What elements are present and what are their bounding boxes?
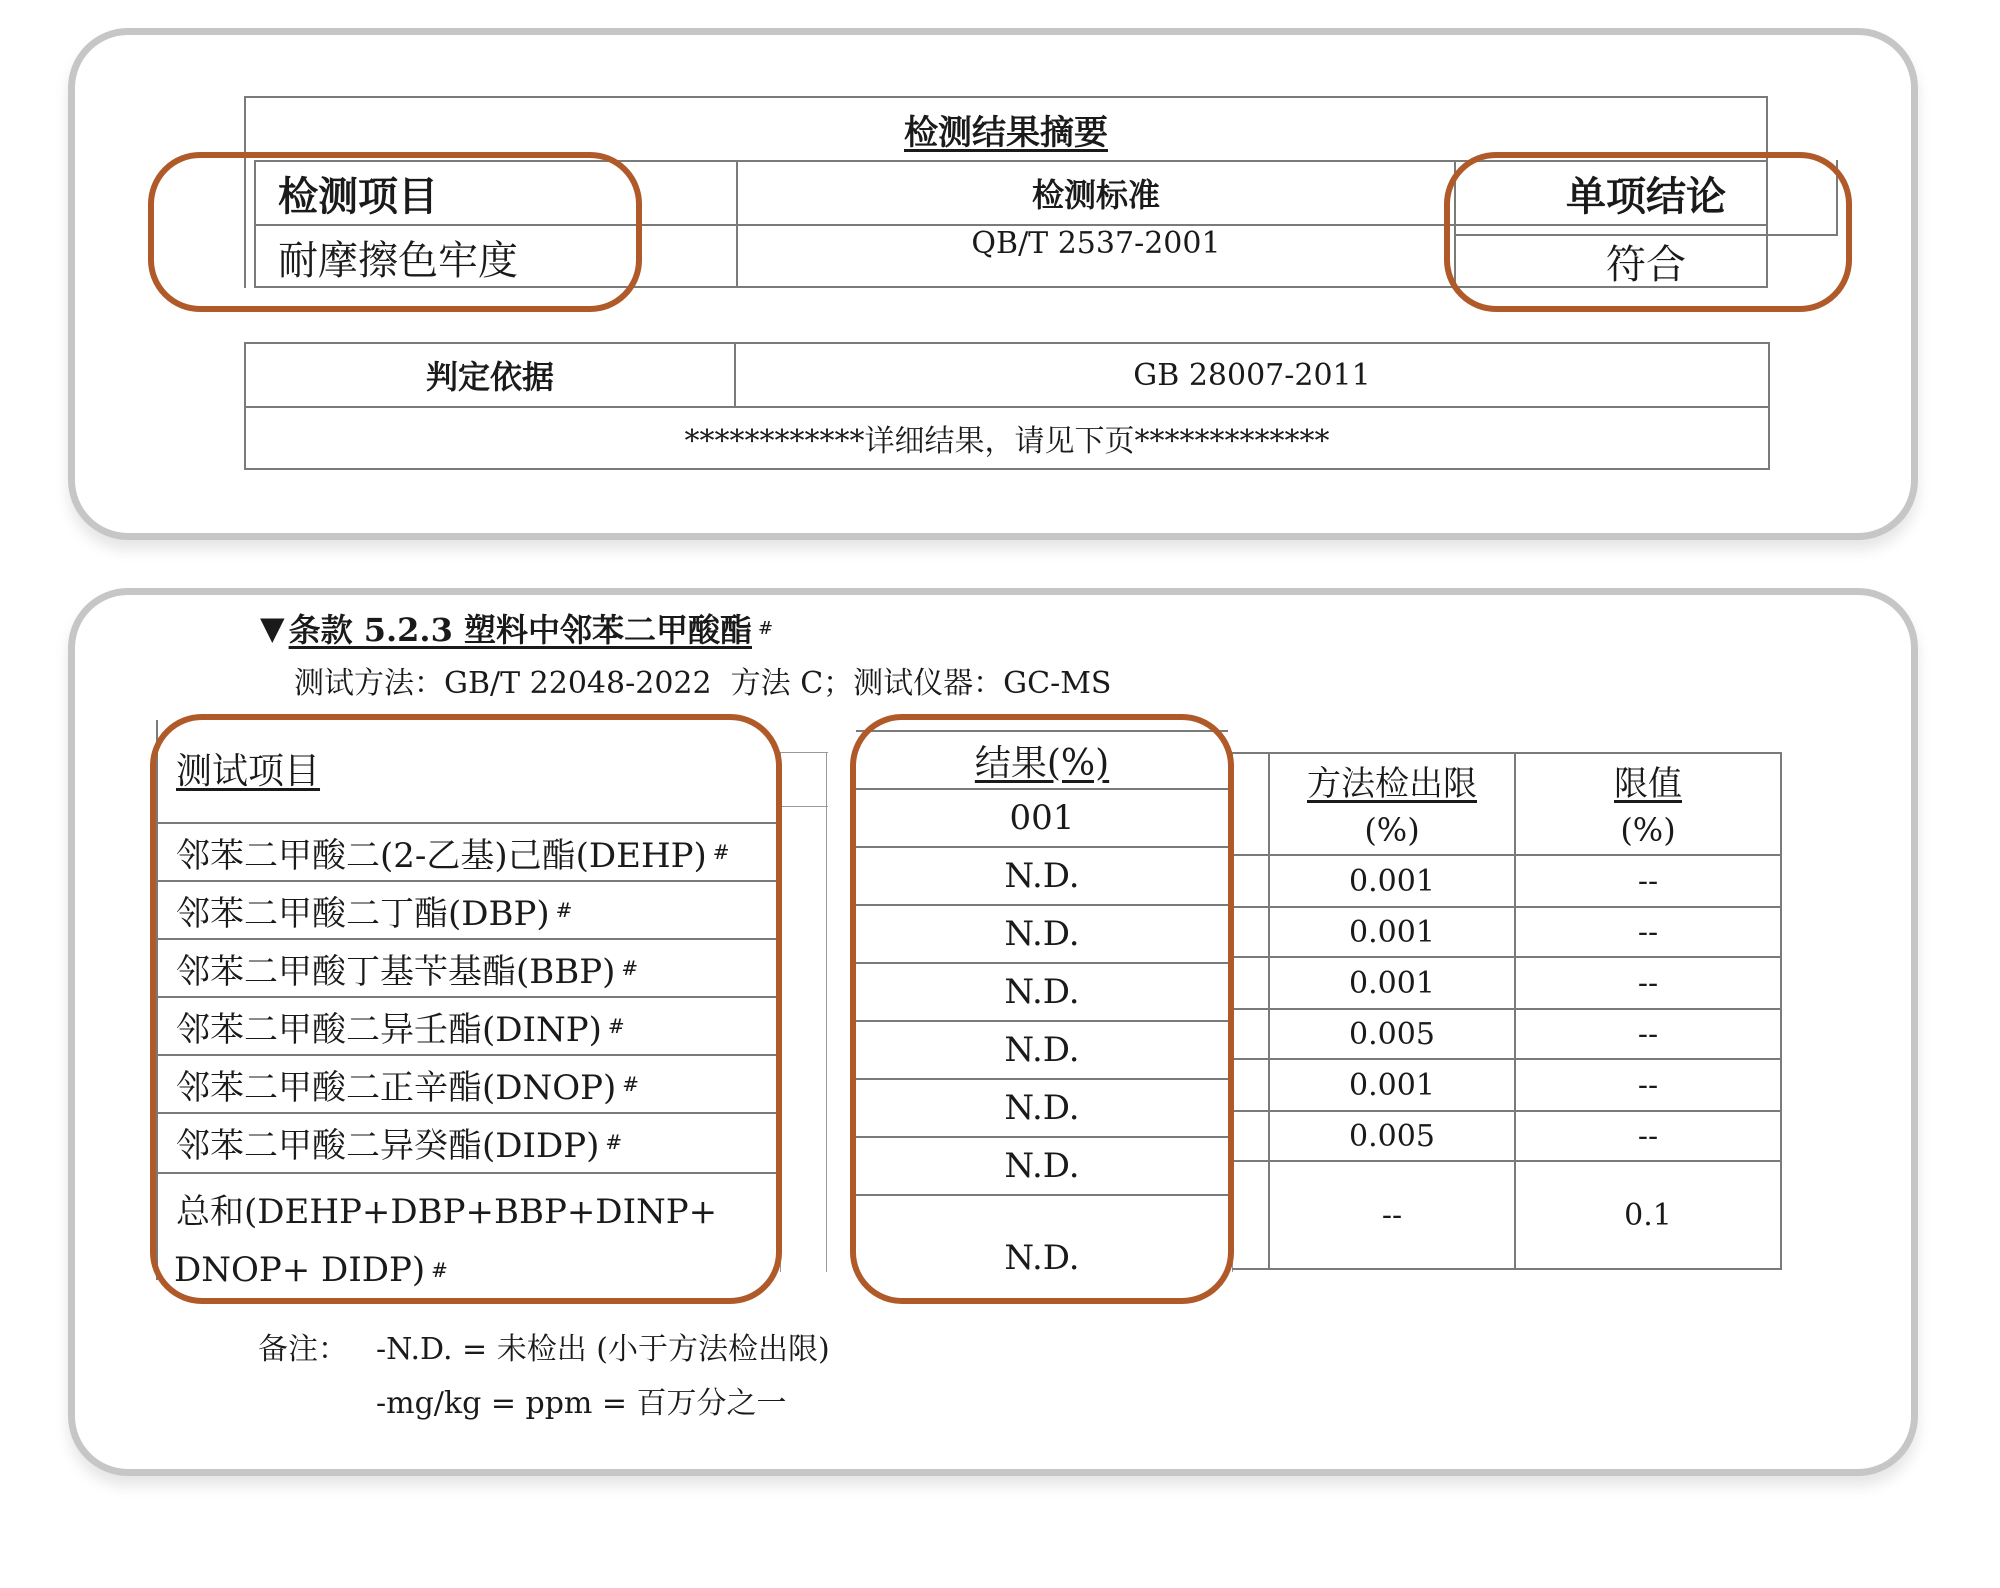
header-test-items: 测试项目 [176,750,321,792]
clause-heading [260,604,1460,652]
row-limit-3: -- [1637,1016,1659,1052]
clause-title-sup: # [757,617,774,639]
header-limit: 限值 [1614,763,1682,804]
row-mdl-0: 0.001 [1349,863,1435,899]
row-mdl-4: 0.001 [1349,1067,1435,1103]
detail-note: ************详细结果，请见下页************* [684,424,1330,459]
row-mdl-1: 0.001 [1349,914,1435,950]
triangle-marker-icon: ▼ [260,609,285,647]
row-limit-2: -- [1637,965,1659,1001]
row-limit-5: -- [1637,1118,1659,1154]
header-conclusion: 单项结论 [1566,172,1726,220]
header-mdl-unit: (%) [1364,811,1420,849]
test-method: 测试方法：GB/T 22048-2022 方法 C；测试仪器：GC-MS [294,666,1112,701]
header-limit-unit: (%) [1620,811,1676,849]
row-mdl-2: 0.001 [1349,965,1435,1001]
row-result-total: N.D. [1004,1238,1080,1278]
basis-value: GB 28007-2011 [1133,357,1371,393]
header-test-standard: 检测标准 [1031,176,1160,214]
row-mdl-5: 0.005 [1349,1118,1435,1154]
row-item-2: 邻苯二甲酸丁基苄基酯(BBP) # [176,951,639,992]
row-item-total-line1: 总和(DEHP+DBP+BBP+DINP+ [176,1191,718,1232]
header-result: 结果(%) [974,742,1110,784]
row-item-4: 邻苯二甲酸二正辛酯(DNOP) # [176,1067,640,1108]
row-result-3: N.D. [1004,1030,1080,1070]
row-item-3: 邻苯二甲酸二异壬酯(DINP) # [176,1009,625,1050]
row-item-1: 邻苯二甲酸二丁酯(DBP) # [176,893,573,934]
notes-line2: -mg/kg = ppm = 百万分之一 [376,1386,787,1421]
summary-item-value: 耐摩擦色牢度 [278,237,518,284]
header-result-sub: 001 [1009,798,1075,838]
row-result-5: N.D. [1004,1146,1080,1186]
row-limit-1: -- [1637,914,1659,950]
notes-line1: -N.D. = 未检出 (小于方法检出限) [376,1332,830,1367]
row-mdl-total: -- [1381,1197,1403,1233]
row-limit-total: 0.1 [1624,1197,1672,1233]
basis-label: 判定依据 [425,358,554,396]
notes-label: 备注： [258,1332,348,1367]
header-mdl: 方法检出限 [1307,763,1477,804]
summary-standard-value: QB/T 2537-2001 [971,225,1221,261]
row-result-1: N.D. [1004,914,1080,954]
row-result-0: N.D. [1004,856,1080,896]
summary-title: 检测结果摘要 [904,112,1108,153]
row-limit-0: -- [1637,863,1659,899]
row-item-5: 邻苯二甲酸二异癸酯(DIDP) # [176,1125,623,1166]
clause-title: 条款 5.2.3 塑料中邻苯二甲酸酯 [288,611,752,649]
row-mdl-3: 0.005 [1349,1016,1435,1052]
row-result-2: N.D. [1004,972,1080,1012]
row-item-0: 邻苯二甲酸二(2-乙基)己酯(DEHP) # [176,835,730,876]
row-item-total-line2: DNOP+ DIDP) # [174,1250,448,1290]
summary-conclusion-value: 符合 [1606,241,1686,288]
row-result-4: N.D. [1004,1088,1080,1128]
header-test-item: 检测项目 [278,172,438,220]
row-limit-4: -- [1637,1067,1659,1103]
